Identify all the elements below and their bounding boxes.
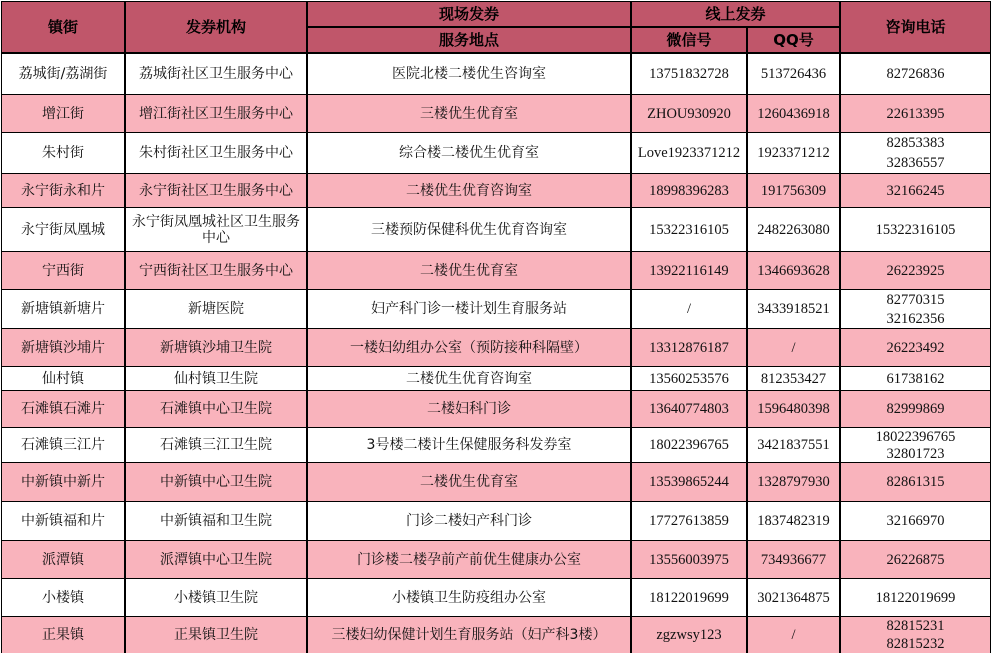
cell-location: 二楼优生优育咨询室	[308, 367, 630, 390]
cell-location: 二楼妇科门诊	[308, 391, 630, 427]
header-online: 线上发券	[632, 2, 839, 26]
cell-wechat: 13539865244	[632, 463, 746, 501]
cell-qq: 734936677	[748, 541, 839, 578]
cell-qq: 1260436918	[748, 95, 839, 132]
cell-town: 永宁街凤凰城	[2, 208, 124, 251]
phone-number: 18022396765	[875, 428, 956, 445]
cell-town: 新塘镇新塘片	[2, 290, 124, 328]
cell-qq: 812353427	[748, 367, 839, 390]
cell-town: 增江街	[2, 95, 124, 132]
cell-wechat: 18998396283	[632, 174, 746, 207]
cell-org: 小楼镇卫生院	[126, 579, 306, 616]
cell-town: 小楼镇	[2, 579, 124, 616]
cell-town: 石滩镇三江片	[2, 428, 124, 462]
cell-org: 新塘镇沙埔卫生院	[126, 329, 306, 366]
cell-wechat: zgzwsy123	[632, 617, 746, 653]
cell-town: 荔城街/荔湖街	[2, 54, 124, 94]
cell-wechat: 17727613859	[632, 502, 746, 540]
cell-phone	[841, 617, 990, 653]
cell-location: 综合楼二楼优生优育室	[308, 133, 630, 173]
cell-location: 门诊二楼妇产科门诊	[308, 502, 630, 540]
cell-phone: 82861315	[841, 463, 990, 501]
cell-town: 石滩镇石滩片	[2, 391, 124, 427]
cell-town: 派潭镇	[2, 541, 124, 578]
cell-qq: 2482263080	[748, 208, 839, 251]
cell-location: 一楼妇幼组办公室（预防接种科隔壁）	[308, 329, 630, 366]
cell-qq: 1346693628	[748, 252, 839, 289]
cell-phone: 32166245	[841, 174, 990, 207]
header-phone: 咨询电话	[841, 2, 990, 52]
cell-wechat: 15322316105	[632, 208, 746, 251]
phone-number: 82770315	[886, 291, 945, 308]
cell-phone: 32166970	[841, 502, 990, 540]
cell-town: 宁西街	[2, 252, 124, 289]
cell-wechat: 13640774803	[632, 391, 746, 427]
cell-location: 门诊楼二楼孕前产前优生健康办公室	[308, 541, 630, 578]
cell-qq: 191756309	[748, 174, 839, 207]
cell-org: 派潭镇中心卫生院	[126, 541, 306, 578]
cell-location: 三楼妇幼保健计划生育服务站（妇产科3楼）	[308, 617, 630, 653]
cell-phone: 26223925	[841, 252, 990, 289]
cell-location: 妇产科门诊一楼计划生育服务站	[308, 290, 630, 328]
cell-org: 永宁街社区卫生服务中心	[126, 174, 306, 207]
cell-qq: 3021364875	[748, 579, 839, 616]
header-wechat: 微信号	[632, 28, 746, 52]
cell-org: 仙村镇卫生院	[126, 367, 306, 390]
cell-org: 增江街社区卫生服务中心	[126, 95, 306, 132]
cell-wechat: 13751832728	[632, 54, 746, 94]
cell-phone	[841, 290, 990, 328]
cell-wechat: 18022396765	[632, 428, 746, 462]
cell-org: 新塘医院	[126, 290, 306, 328]
cell-qq: 1596480398	[748, 391, 839, 427]
cell-wechat: ZHOU930920	[632, 95, 746, 132]
cell-org: 中新镇中心卫生院	[126, 463, 306, 501]
cell-phone	[841, 133, 990, 173]
cell-location: 医院北楼二楼优生咨询室	[308, 54, 630, 94]
cell-phone: 82726836	[841, 54, 990, 94]
cell-location: 小楼镇卫生防疫组办公室	[308, 579, 630, 616]
header-onsite: 现场发券	[308, 2, 630, 26]
cell-location: 3号楼二楼计生保健服务科发券室	[308, 428, 630, 462]
cell-phone: 22613395	[841, 95, 990, 132]
cell-org: 正果镇卫生院	[126, 617, 306, 653]
cell-qq: 1923371212	[748, 133, 839, 173]
cell-org: 永宁街凤凰城社区卫生服务中心	[126, 208, 306, 251]
phone-number: 82815232	[886, 636, 945, 652]
cell-town: 仙村镇	[2, 367, 124, 390]
cell-wechat: 13312876187	[632, 329, 746, 366]
cell-phone	[841, 428, 990, 462]
cell-location: 二楼优生优育室	[308, 252, 630, 289]
cell-phone: 82999869	[841, 391, 990, 427]
phone-number: 32801723	[886, 445, 945, 462]
cell-town: 朱村街	[2, 133, 124, 173]
header-qq: QQ号	[748, 28, 839, 52]
header-location: 服务地点	[308, 28, 630, 52]
header-org: 发券机构	[126, 2, 306, 52]
cell-wechat: 13560253576	[632, 367, 746, 390]
cell-org: 朱村街社区卫生服务中心	[126, 133, 306, 173]
cell-qq: 1837482319	[748, 502, 839, 540]
cell-town: 中新镇福和片	[2, 502, 124, 540]
cell-wechat: Love1923371212	[632, 133, 746, 173]
cell-phone: 26226875	[841, 541, 990, 578]
cell-wechat: 13556003975	[632, 541, 746, 578]
header-town: 镇街	[2, 2, 124, 52]
cell-qq: 1328797930	[748, 463, 839, 501]
cell-phone: 15322316105	[841, 208, 990, 251]
cell-org: 石滩镇三江卫生院	[126, 428, 306, 462]
cell-phone: 26223492	[841, 329, 990, 366]
coupon-distribution-table	[1, 1, 991, 653]
cell-qq: /	[748, 329, 839, 366]
cell-town: 中新镇中新片	[2, 463, 124, 501]
cell-wechat: 18122019699	[632, 579, 746, 616]
cell-town: 新塘镇沙埔片	[2, 329, 124, 366]
cell-qq: 513726436	[748, 54, 839, 94]
phone-number: 32162356	[886, 310, 945, 327]
cell-qq: /	[748, 617, 839, 653]
cell-org: 宁西街社区卫生服务中心	[126, 252, 306, 289]
cell-org: 中新镇福和卫生院	[126, 502, 306, 540]
cell-wechat: 13922116149	[632, 252, 746, 289]
cell-org: 荔城街社区卫生服务中心	[126, 54, 306, 94]
phone-number: 32836557	[886, 155, 945, 171]
cell-wechat: /	[632, 290, 746, 328]
cell-location: 三楼优生优育室	[308, 95, 630, 132]
phone-number: 82853383	[886, 135, 945, 151]
cell-town: 永宁街永和片	[2, 174, 124, 207]
cell-location: 三楼预防保健科优生优育咨询室	[308, 208, 630, 251]
cell-qq: 3433918521	[748, 290, 839, 328]
cell-location: 二楼优生优育咨询室	[308, 174, 630, 207]
phone-number: 82815231	[886, 618, 945, 634]
cell-location: 二楼优生优育室	[308, 463, 630, 501]
cell-phone: 61738162	[841, 367, 990, 390]
cell-qq: 3421837551	[748, 428, 839, 462]
cell-town: 正果镇	[2, 617, 124, 653]
cell-org: 石滩镇中心卫生院	[126, 391, 306, 427]
cell-phone: 18122019699	[841, 579, 990, 616]
